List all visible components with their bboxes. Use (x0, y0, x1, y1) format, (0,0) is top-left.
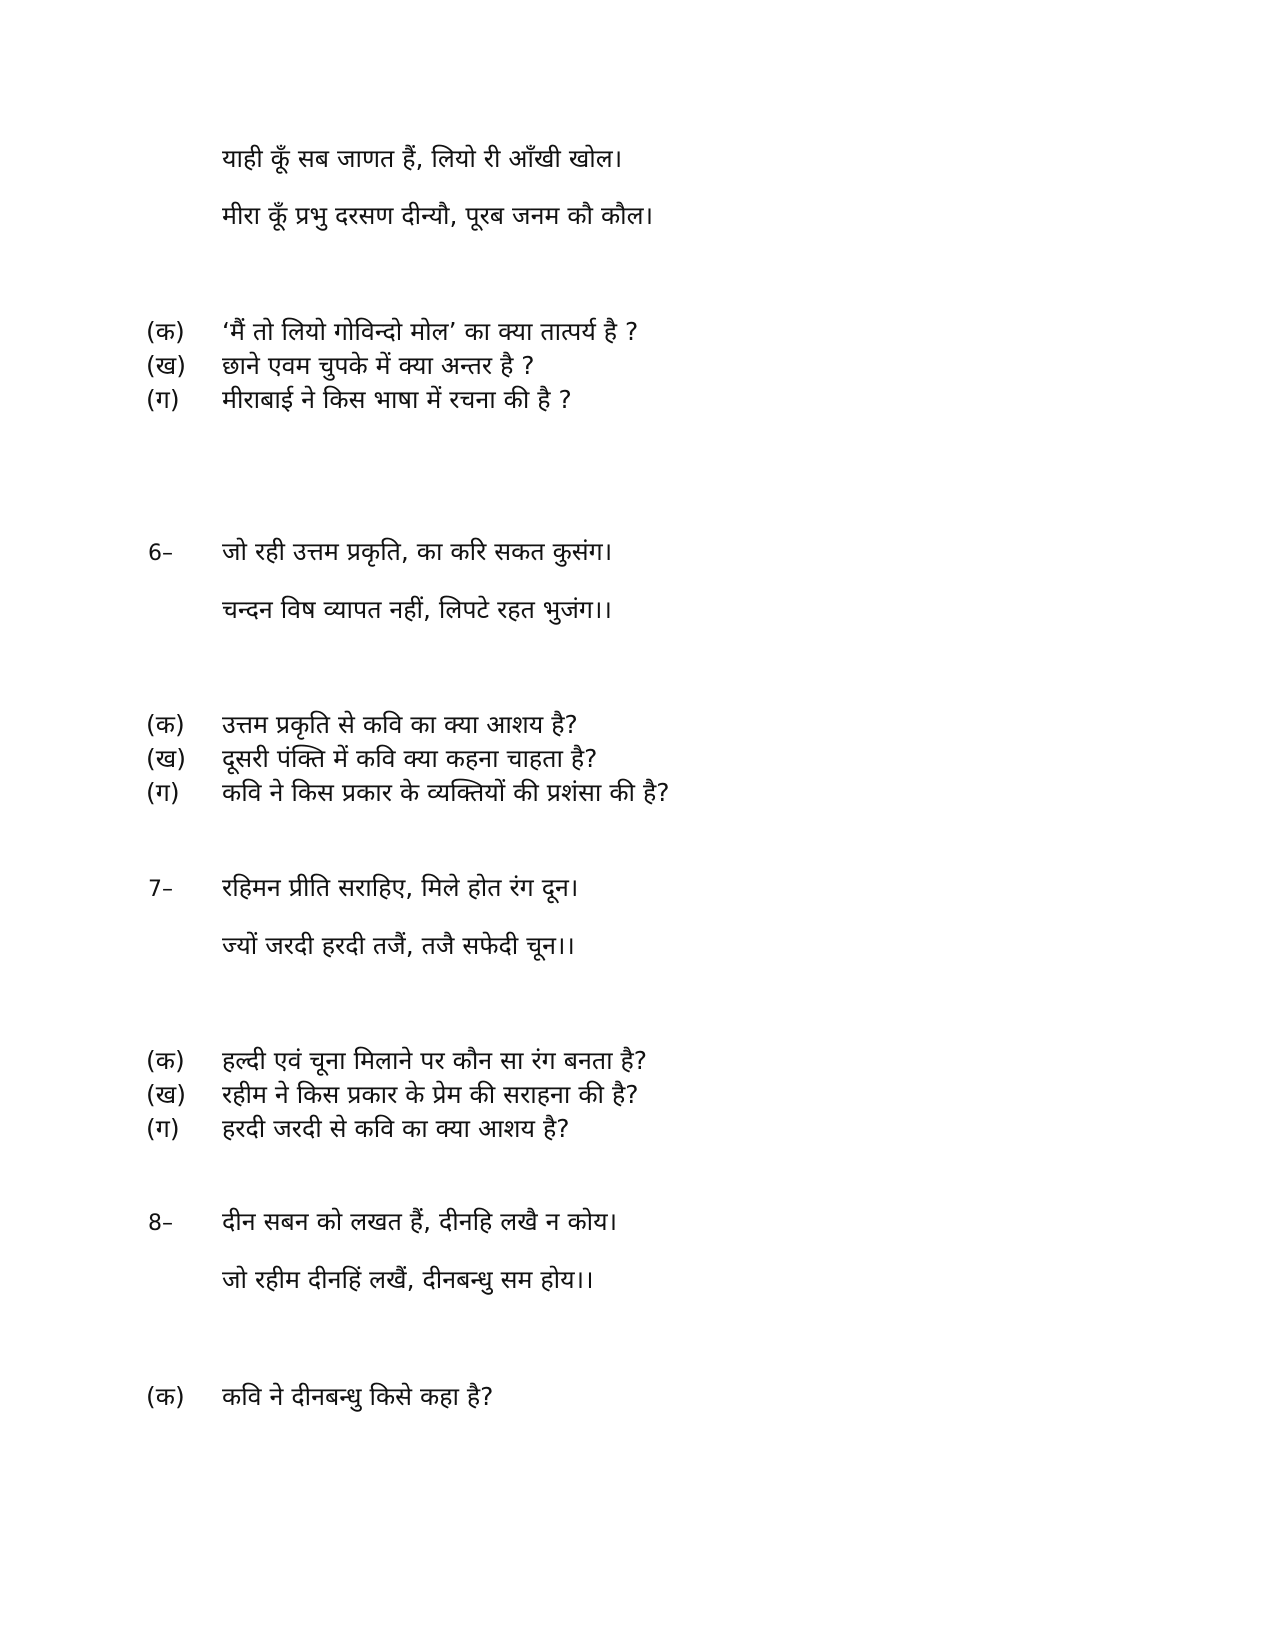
verse-line: याही कूँ सब जाणत हैं, लियो री आँखी खोल। (222, 144, 623, 173)
verse-line: चन्दन विष व्यापत नहीं, लिपटे रहत भुजंग।। (222, 595, 612, 624)
verse-line: रहिमन प्रीति सराहिए, मिले होत रंग दून। (222, 873, 579, 902)
section-number: 8– (148, 1211, 173, 1236)
question-text: दूसरी पंक्ति में कवि क्या कहना चाहता है? (222, 744, 598, 773)
question-text: हल्दी एवं चूना मिलाने पर कौन सा रंग बनता है? (222, 1046, 648, 1075)
question-label: (क) (146, 1382, 185, 1411)
question-label: (क) (146, 1046, 185, 1075)
question-label: (क) (146, 710, 185, 739)
question-label: (ग) (146, 778, 180, 807)
section-number: 7– (148, 877, 173, 902)
question-text: मीराबाई ने किस भाषा में रचना की है ? (222, 385, 572, 414)
question-label: (ग) (146, 1114, 180, 1143)
question-text: कवि ने दीनबन्धु किसे कहा है? (222, 1382, 494, 1411)
verse-line: दीन सबन को लखत हैं, दीनहि लखै न कोय। (222, 1207, 618, 1236)
verse-line: जो रही उत्तम प्रकृति, का करि सकत कुसंग। (222, 537, 613, 566)
question-text: हरदी जरदी से कवि का क्या आशय है? (222, 1114, 570, 1143)
question-label: (क) (146, 317, 185, 346)
question-text: रहीम ने किस प्रकार के प्रेम की सराहना की है? (222, 1080, 639, 1109)
question-text: उत्तम प्रकृति से कवि का क्या आशय है? (222, 710, 578, 739)
question-label: (ग) (146, 385, 180, 414)
verse-line: ज्यों जरदी हरदी तजैं, तजै सफेदी चून।। (222, 931, 575, 960)
question-label: (ख) (146, 1080, 186, 1109)
verse-line: मीरा कूँ प्रभु दरसण दीन्यौ, पूरब जनम कौ कौल। (222, 201, 654, 230)
question-label: (ख) (146, 744, 186, 773)
question-text: कवि ने किस प्रकार के व्यक्तियों की प्रशंसा की है? (222, 778, 670, 807)
question-text: ‘मैं तो लियो गोविन्दो मोल’ का क्या तात्पर्य है ? (222, 317, 639, 346)
verse-line: जो रहीम दीनहिं लखैं, दीनबन्धु सम होय।। (222, 1265, 594, 1294)
section-number: 6– (148, 541, 173, 566)
question-text: छाने एवम चुपके में क्या अन्तर है ? (222, 351, 535, 380)
question-label: (ख) (146, 351, 186, 380)
